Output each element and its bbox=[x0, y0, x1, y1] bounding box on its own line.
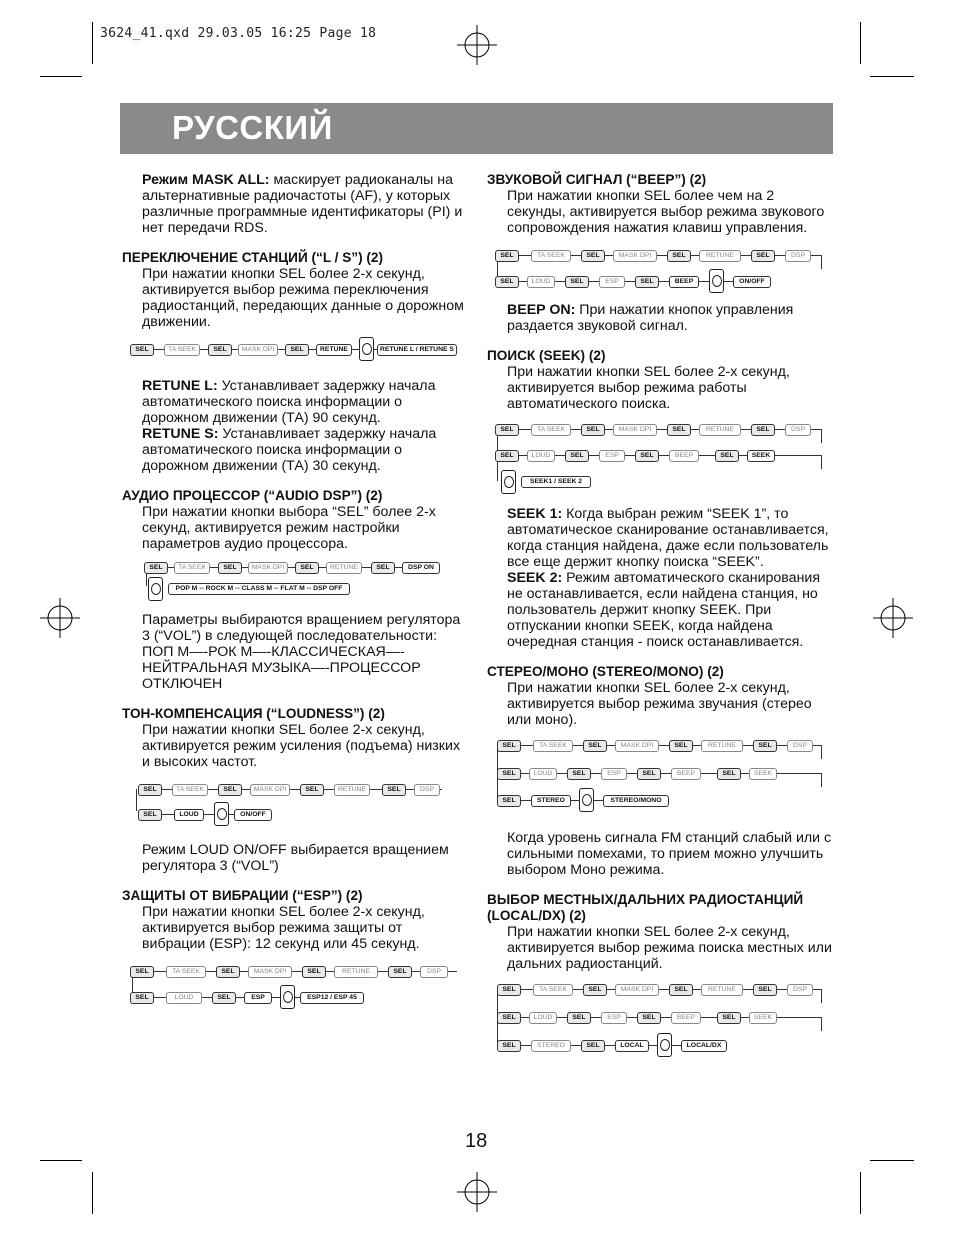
diagram-key: SEL bbox=[495, 450, 519, 462]
registration-mark-icon bbox=[40, 598, 80, 638]
diagram-key: TA SEEK bbox=[531, 250, 571, 262]
crop-mark bbox=[40, 76, 82, 77]
diagram-key: SEL bbox=[635, 450, 659, 462]
dsp-text: При нажатии кнопки выбора “SEL” более 2-х секунд, активируется режим настройки параметров аудио процессора. bbox=[142, 504, 436, 552]
diagram-key: SEL bbox=[667, 250, 691, 262]
diagram-key: BEEP bbox=[669, 450, 699, 462]
diagram-key: SEEK bbox=[749, 768, 777, 780]
beep-on-label: BEEP ON: bbox=[507, 302, 576, 318]
diagram-key: SEL bbox=[567, 768, 591, 780]
seek2-paragraph bbox=[487, 570, 832, 650]
diagram-result: RETUNE L / RETUNE S bbox=[377, 344, 457, 356]
seek1-label: SEEK 1: bbox=[507, 506, 563, 522]
diagram-key: LOUD bbox=[527, 450, 555, 462]
diagram-key: MASK DPI bbox=[613, 250, 657, 262]
diagram-key: DSP bbox=[414, 784, 440, 796]
diagram-key: LOUD bbox=[527, 276, 555, 288]
diagram-key: SEL bbox=[753, 740, 777, 752]
esp-diagram bbox=[122, 958, 467, 1010]
right-column bbox=[487, 172, 832, 1062]
diagram-key: ESP bbox=[601, 768, 627, 780]
diagram-key: BEEP bbox=[669, 276, 699, 288]
diagram-key: LOUD bbox=[529, 1012, 557, 1024]
loudness-note: Режим LOUD ON/OFF выбирается вращением регулятора 3 (“VOL”) bbox=[142, 842, 449, 874]
diagram-key: LOUD bbox=[174, 809, 204, 821]
diagram-key: RETUNE bbox=[699, 424, 741, 436]
registration-mark-icon bbox=[873, 598, 913, 638]
diagram-key: BEEP bbox=[671, 1012, 701, 1024]
diagram-key: SEL bbox=[302, 966, 326, 978]
diagram-key: SEEK bbox=[747, 450, 775, 462]
diagram-key: SEL bbox=[218, 562, 242, 574]
diagram-key: SEL bbox=[495, 276, 519, 288]
page-title: РУССКИЙ bbox=[172, 109, 333, 146]
diagram-key: ESP bbox=[244, 992, 272, 1004]
diagram-result: ON/OFF bbox=[733, 276, 771, 288]
diagram-key: SEL bbox=[382, 784, 406, 796]
page-number: 18 bbox=[465, 1130, 488, 1152]
diagram-key: SEL bbox=[130, 344, 154, 356]
diagram-key: ESP bbox=[599, 450, 625, 462]
crop-mark bbox=[870, 1160, 914, 1161]
diagram-key: SEL bbox=[495, 424, 519, 436]
diagram-key: SEL bbox=[753, 984, 777, 996]
loudness-diagram bbox=[122, 776, 467, 828]
retune-s-paragraph bbox=[122, 426, 467, 474]
retune-l-paragraph bbox=[122, 378, 467, 426]
diagram-key: SEL bbox=[637, 1012, 661, 1024]
diagram-key: SEL bbox=[667, 424, 691, 436]
knob-icon bbox=[709, 269, 724, 293]
knob-icon bbox=[501, 470, 516, 494]
diagram-key: TA SEEK bbox=[533, 740, 573, 752]
seek2-label: SEEK 2: bbox=[507, 570, 563, 586]
diagram-key: SEL bbox=[565, 450, 589, 462]
diagram-key: SEL bbox=[581, 250, 605, 262]
diagram-key: SEL bbox=[130, 966, 154, 978]
beep-on-paragraph bbox=[487, 302, 832, 334]
mask-all-label: Режим MASK ALL: bbox=[142, 172, 270, 188]
knob-icon bbox=[214, 802, 229, 826]
esp-text: При нажатии кнопки SEL более 2-х секунд, активируется выбор режима защиты от вибрации (ESP): 12 секунд или 45 секунд. bbox=[142, 904, 425, 952]
seek1-text: Когда выбран режим “SEEK 1”, то автоматическое сканирование останавливается, когда станция найдена, даже если пользователь все еще держит кнопку поиска “SEEK”. bbox=[507, 506, 829, 570]
knob-icon bbox=[148, 577, 163, 601]
diagram-key: RETUNE bbox=[701, 740, 743, 752]
diagram-key: SEL bbox=[295, 562, 319, 574]
registration-mark-icon bbox=[457, 1172, 497, 1212]
seek-diagram bbox=[487, 418, 832, 498]
diagram-key: TA SEEK bbox=[172, 784, 208, 796]
diagram-key: SEL bbox=[717, 1012, 741, 1024]
diagram-key: SEL bbox=[497, 768, 521, 780]
diagram-key: SEL bbox=[495, 250, 519, 262]
diagram-key: SEL bbox=[216, 966, 240, 978]
diagram-key: ESP bbox=[599, 276, 625, 288]
crop-mark bbox=[860, 1172, 861, 1214]
diagram-key: LOCAL bbox=[615, 1040, 649, 1052]
diagram-key: MASK DPI bbox=[248, 966, 292, 978]
diagram-key: DSP bbox=[420, 966, 448, 978]
diagram-result: ON/OFF bbox=[234, 809, 272, 821]
diagram-key: SEL bbox=[497, 795, 521, 807]
local-diagram bbox=[487, 978, 832, 1062]
diagram-key: TA SEEK bbox=[166, 966, 206, 978]
dsp-diagram bbox=[122, 558, 467, 604]
diagram-key: SEL bbox=[669, 984, 693, 996]
diagram-key: SEL bbox=[497, 1012, 521, 1024]
stereo-note: Когда уровень сигнала FM станций слабый или с сильными помехами, то прием можно улучшить выбором Моно режима. bbox=[507, 830, 832, 878]
diagram-key: SEL bbox=[208, 344, 232, 356]
diagram-key: SEL bbox=[285, 344, 309, 356]
diagram-key: SEL bbox=[565, 276, 589, 288]
retune-s-label: RETUNE S: bbox=[142, 426, 219, 442]
diagram-key: TA SEEK bbox=[533, 984, 573, 996]
diagram-key: SEL bbox=[138, 784, 162, 796]
retune-s-text: Устанавливает задержку начала автоматического поиска информации о дорожном движении (ТА) 30 секунд. bbox=[142, 426, 437, 474]
mask-all-text: маскирует радиоканалы на альтернативные радиочастоты (AF), у которых различные программные идентификаторы (PI) и нет передачи RDS. bbox=[142, 172, 463, 236]
retune-text: При нажатии кнопки SEL более 2-х секунд, активируется выбор режима переключения радиостанций, передающих данные о дорожном движении. bbox=[142, 266, 464, 330]
diagram-key: DSP bbox=[785, 250, 811, 262]
diagram-key: RETUNE bbox=[699, 250, 741, 262]
knob-icon bbox=[657, 1033, 672, 1057]
diagram-key: SEL bbox=[669, 740, 693, 752]
retune-l-text: Устанавливает задержку начала автоматического поиска информации о дорожном движении (ТА) 90 секунд. bbox=[142, 378, 436, 426]
diagram-key: SEL bbox=[635, 276, 659, 288]
diagram-key: RETUNE bbox=[326, 562, 362, 574]
diagram-key: SEL bbox=[388, 966, 412, 978]
local-heading: ВЫБОР МЕСТНЫХ/ДАЛЬНИХ РАДИОСТАНЦИЙ (LOCAL/DX) (2) bbox=[487, 892, 804, 923]
dsp-heading: АУДИО ПРОЦЕССОР (“AUDIO DSP”) (2) bbox=[122, 488, 383, 503]
registration-mark-icon bbox=[457, 25, 497, 65]
crop-mark bbox=[92, 1172, 93, 1214]
knob-icon bbox=[359, 337, 374, 361]
diagram-key: SEL bbox=[583, 984, 607, 996]
diagram-key: DSP bbox=[785, 424, 811, 436]
diagram-key: SEL bbox=[371, 562, 395, 574]
diagram-key: SEL bbox=[581, 424, 605, 436]
diagram-key: LOUD bbox=[529, 768, 557, 780]
diagram-key: DSP bbox=[787, 740, 813, 752]
diagram-key: STEREO bbox=[531, 1040, 571, 1052]
retune-heading: ПЕРЕКЛЮЧЕНИЕ СТАНЦИЙ (“L / S”) (2) bbox=[122, 250, 383, 265]
loudness-text: При нажатии кнопки SEL более 2-х секунд, активируется режим усиления (подъема) низких и высоких частот. bbox=[142, 722, 461, 770]
diagram-key: MASK DPI bbox=[248, 562, 288, 574]
retune-diagram bbox=[122, 336, 467, 370]
retune-l-label: RETUNE L: bbox=[142, 378, 218, 394]
loudness-heading: ТОН-КОМПЕНСАЦИЯ (“LOUDNESS”) (2) bbox=[122, 706, 385, 721]
beep-heading: ЗВУКОВОЙ СИГНАЛ (“BEEP”) (2) bbox=[487, 172, 707, 187]
diagram-key: RETUNE bbox=[334, 966, 378, 978]
diagram-key: SEL bbox=[567, 1012, 591, 1024]
diagram-key: SEL bbox=[212, 992, 236, 1004]
dsp-sequence: ПОП М—-РОК М—-КЛАССИЧЕСКАЯ—-НЕЙТРАЛЬНАЯ МУЗЫКА—-ПРОЦЕССОР ОТКЛЮЧЕН bbox=[142, 644, 421, 692]
diagram-key: SEL bbox=[717, 768, 741, 780]
diagram-key: SEL bbox=[751, 250, 775, 262]
diagram-key: MASK DPI bbox=[613, 424, 657, 436]
diagram-result: LOCAL/DX bbox=[681, 1040, 727, 1052]
diagram-key: TA SEEK bbox=[174, 562, 210, 574]
diagram-key: SEL bbox=[637, 768, 661, 780]
diagram-key: SEL bbox=[497, 984, 521, 996]
crop-mark bbox=[40, 1160, 82, 1161]
diagram-key: MASK DPI bbox=[615, 740, 659, 752]
diagram-key: DSP bbox=[787, 984, 813, 996]
diagram-key: RETUNE bbox=[334, 784, 370, 796]
local-text: При нажатии кнопки SEL более 2-х секунд, активируется выбор режима поиска местных или дальних радиостанций. bbox=[507, 924, 832, 972]
diagram-key: MASK DPI bbox=[238, 344, 278, 356]
diagram-key: RETUNE bbox=[701, 984, 743, 996]
stereo-heading: СТЕРЕО/МОНО (STEREO/MONO) (2) bbox=[487, 664, 724, 679]
diagram-key: TA SEEK bbox=[164, 344, 200, 356]
diagram-key: SEL bbox=[497, 1040, 521, 1052]
diagram-key: BEEP bbox=[671, 768, 701, 780]
diagram-key: SEL bbox=[130, 992, 154, 1004]
diagram-result: POP M -- ROCK M -- CLASS M -- FLAT M -- DSP OFF bbox=[168, 583, 350, 595]
diagram-key: SEL bbox=[144, 562, 168, 574]
beep-text: При нажатии кнопки SEL более чем на 2 секунды, активируется выбор режима звукового сопровождения нажатия клавиш управления. bbox=[507, 188, 825, 236]
diagram-key: ESP bbox=[601, 1012, 627, 1024]
beep-on-text: При нажатии кнопок управления раздается звуковой сигнал. bbox=[507, 302, 794, 334]
diagram-key: SEL bbox=[218, 784, 242, 796]
print-slug: 3624_41.qxd 29.03.05 16:25 Page 18 bbox=[100, 26, 377, 41]
diagram-result: SEEK1 / SEEK 2 bbox=[521, 476, 591, 488]
seek-text: При нажатии кнопки SEL более 2-х секунд, активируется выбор режима работы автоматического поиска. bbox=[507, 364, 790, 412]
diagram-key: SEL bbox=[581, 1040, 605, 1052]
diagram-key: MASK DPI bbox=[615, 984, 659, 996]
crop-mark bbox=[860, 22, 861, 64]
diagram-key: DSP ON bbox=[402, 562, 440, 574]
knob-icon bbox=[579, 788, 594, 812]
crop-mark bbox=[92, 22, 93, 64]
diagram-key: SEL bbox=[138, 809, 162, 821]
diagram-key: RETUNE bbox=[316, 344, 352, 356]
seek1-paragraph bbox=[487, 506, 832, 570]
diagram-key: MASK DPI bbox=[250, 784, 290, 796]
dsp-params-text: Параметры выбираются вращением регулятора 3 (“VOL”) в следующей последовательности: bbox=[142, 612, 461, 644]
seek-heading: ПОИСК (SEEK) (2) bbox=[487, 348, 606, 363]
knob-icon bbox=[280, 985, 295, 1009]
beep-diagram bbox=[487, 244, 832, 294]
section-title-bar bbox=[120, 103, 833, 154]
crop-mark bbox=[870, 76, 914, 77]
diagram-key: TA SEEK bbox=[531, 424, 571, 436]
mask-all-paragraph bbox=[122, 172, 467, 236]
diagram-key: STEREO bbox=[531, 795, 571, 807]
diagram-result: ESP12 / ESP 45 bbox=[300, 992, 364, 1004]
diagram-key: SEEK bbox=[749, 1012, 777, 1024]
esp-heading: ЗАЩИТЫ ОТ ВИБРАЦИИ (“ESP”) (2) bbox=[122, 888, 363, 903]
diagram-result: STEREO/MONO bbox=[603, 795, 669, 807]
diagram-key: SEL bbox=[497, 740, 521, 752]
stereo-text: При нажатии кнопки SEL более 2-х секунд, активируется выбор режима звучания (стерео или моно). bbox=[507, 680, 812, 728]
diagram-key: SEL bbox=[715, 450, 739, 462]
stereo-diagram bbox=[487, 734, 832, 816]
diagram-key: SEL bbox=[300, 784, 324, 796]
left-column bbox=[122, 172, 467, 1010]
diagram-key: LOUD bbox=[166, 992, 202, 1004]
seek2-text: Режим автоматического сканирования не останавливается, если найдена станция, но пользователь держит кнопку SEEK. При отпускании кнопки SEEK, когда найдена очередная станция - поиск останавливается. bbox=[507, 570, 821, 650]
diagram-key: SEL bbox=[583, 740, 607, 752]
diagram-key: SEL bbox=[751, 424, 775, 436]
